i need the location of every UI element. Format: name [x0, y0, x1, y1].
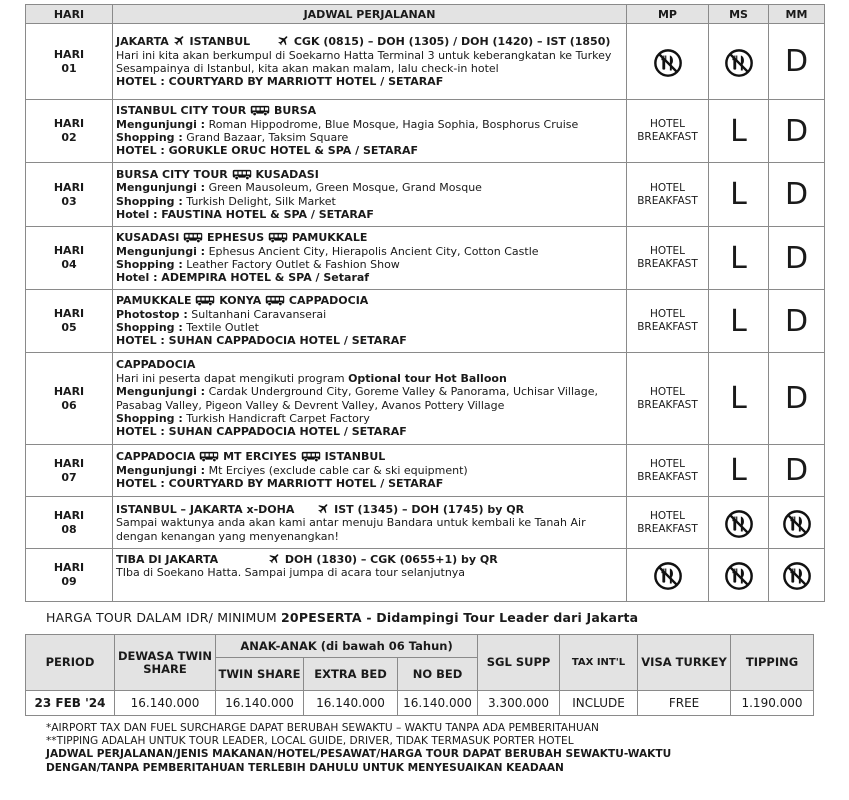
day-row: [26, 549, 825, 602]
mm-cell: D: [769, 227, 825, 290]
price-row: [26, 691, 814, 716]
bus-icon: [265, 295, 285, 306]
ms-cell: L: [709, 445, 769, 497]
day-schedule: JAKARTA ISTANBUL CGK (0815) – DOH (1305) / DOH (1420) – IST (1850) Hari ini kita akan berkumpul di Soekarno Hatta Terminal 3 untuk keberangkatan ke Turkey Sesampainya di Istanbul, kita akan makan malam, lalu check-in hotel HOTEL : COURTYARD BY MARRIOTT HOTEL / SETARAF: [113, 24, 627, 100]
price-title: HARGA TOUR DALAM IDR/ MINIMUM 20PESERTA - Didampingi Tour Leader dari Jakarta: [46, 610, 639, 625]
bus-icon: [195, 295, 215, 306]
ms-cell: L: [709, 353, 769, 445]
bus-icon: [268, 232, 288, 243]
ms-cell: L: [709, 227, 769, 290]
tipping-header: TIPPING: [731, 635, 814, 691]
no-meal-icon: [653, 48, 683, 78]
day-schedule: KUSADASI EPHESUS PAMUKKALE Mengunjungi : Ephesus Ancient City, Hierapolis Ancient City, Cotton Castle Shopping : Leather Factory Outlet & Fashion Show Hotel : ADEMPIRA HOTEL & SPA / Setaraf: [113, 227, 627, 290]
day-schedule: TIBA DI JAKARTA DOH (1830) – CGK (0655+1) by QR TIba di Soekano Hatta. Sampai jumpa di acara tour selanjutnya: [113, 549, 627, 602]
mp-cell: HOTEL BREAKFAST: [627, 227, 709, 290]
note-airport-tax: *AIRPORT TAX DAN FUEL SURCHARGE DAPAT BERUBAH SEWAKTU – WAKTU TANPA ADA PEMBERITAHUAN: [46, 722, 599, 734]
mm-cell: D: [769, 353, 825, 445]
day-label: HARI 04: [26, 227, 113, 290]
plane-icon: [277, 34, 290, 47]
day-row: [26, 445, 825, 497]
header-mp: MP: [627, 5, 709, 24]
day-row: [26, 353, 825, 445]
bus-icon: [199, 451, 219, 462]
extra-header: EXTRA BED: [304, 658, 398, 691]
no-meal-icon: [724, 509, 754, 539]
day-label: HARI 06: [26, 353, 113, 445]
note-tipping: **TIPPING ADALAH UNTUK TOUR LEADER, LOCAL GUIDE, DRIVER, TIDAK TERMASUK PORTER HOTEL: [46, 735, 574, 748]
day-row: [26, 290, 825, 353]
day-schedule: PAMUKKALE KONYA CAPPADOCIA Photostop : Sultanhani Caravanserai Shopping : Textile Outlet HOTEL : SUHAN CAPPADOCIA HOTEL / SETARAF: [113, 290, 627, 353]
day-label: HARI 09: [26, 549, 113, 602]
price-extra: 16.140.000: [304, 691, 398, 716]
no-meal-icon: [724, 561, 754, 591]
day-row: [26, 100, 825, 163]
mm-cell: D: [769, 24, 825, 100]
price-twin: 16.140.000: [216, 691, 304, 716]
no-meal-icon: [653, 561, 683, 591]
no-meal-icon: [724, 48, 754, 78]
ms-cell: [709, 24, 769, 100]
tax-header: TAX INT'L: [560, 635, 638, 691]
day-schedule: ISTANBUL – JAKARTA x-DOHA IST (1345) – DOH (1745) by QR Sampai waktunya anda akan kami antar menuju Bandara untuk kembali ke Tanah Air dengan kenangan yang menyenangkan!: [113, 497, 627, 549]
note-change-1: JADWAL PERJALANAN/JENIS MAKANAN/HOTEL/PESAWAT/HARGA TOUR DAPAT BERUBAH SEWAKTU-WAKTU: [46, 748, 672, 761]
day-row: [26, 163, 825, 227]
ms-cell: L: [709, 290, 769, 353]
mm-cell: D: [769, 445, 825, 497]
ms-cell: [709, 497, 769, 549]
price-tipping: 1.190.000: [731, 691, 814, 716]
day-schedule: CAPPADOCIA Hari ini peserta dapat mengikuti program Optional tour Hot Balloon Mengunjungi : Cardak Underground City, Goreme Valley & Panorama, Uchisar Village, Pasabag Valley, Pigeon Valley & Devrent Valley, Avanos Pottery Village Shopping : Turkish Handicraft Carpet Factory HOTEL : SUHAN CAPPADOCIA HOTEL / SETARAF: [113, 353, 627, 445]
plane-icon: [173, 34, 186, 47]
price-dewasa: 16.140.000: [115, 691, 216, 716]
mm-cell: D: [769, 163, 825, 227]
day-label: HARI 03: [26, 163, 113, 227]
bus-icon: [250, 105, 270, 116]
mp-cell: [627, 24, 709, 100]
ms-cell: L: [709, 100, 769, 163]
day-label: HARI 05: [26, 290, 113, 353]
mm-cell: [769, 497, 825, 549]
mp-cell: [627, 549, 709, 602]
plane-icon: [268, 552, 281, 565]
note-change-2: DENGAN/TANPA PEMBERITAHUAN TERLEBIH DAHULU UNTUK MENYESUAIKAN KEADAAN: [46, 761, 564, 774]
mp-cell: HOTEL BREAKFAST: [627, 353, 709, 445]
day-row: [26, 497, 825, 549]
day-row: [26, 24, 825, 100]
ms-cell: L: [709, 163, 769, 227]
header-hari: HARI: [26, 5, 113, 24]
day-label: HARI 02: [26, 100, 113, 163]
price-table: [25, 634, 814, 716]
ms-cell: [709, 549, 769, 602]
header-mm: MM: [769, 5, 825, 24]
nobed-header: NO BED: [398, 658, 478, 691]
mp-cell: HOTEL BREAKFAST: [627, 290, 709, 353]
day-label: HARI 01: [26, 24, 113, 100]
price-header-row: [26, 635, 814, 658]
mp-cell: HOTEL BREAKFAST: [627, 100, 709, 163]
sgl-header: SGL SUPP: [478, 635, 560, 691]
price-nobed: 16.140.000: [398, 691, 478, 716]
bus-icon: [301, 451, 321, 462]
no-meal-icon: [782, 509, 812, 539]
day-label: HARI 07: [26, 445, 113, 497]
day-schedule: ISTANBUL CITY TOUR BURSA Mengunjungi : Roman Hippodrome, Blue Mosque, Hagia Sophia, Bosphorus Cruise Shopping : Grand Bazaar, Taksim Square HOTEL : GORUKLE ORUC HOTEL & SPA / SETARAF: [113, 100, 627, 163]
itinerary-header-row: [26, 5, 825, 24]
mm-cell: [769, 549, 825, 602]
visa-header: VISA TURKEY: [638, 635, 731, 691]
itinerary-table: [25, 4, 825, 602]
price-sgl: 3.300.000: [478, 691, 560, 716]
price-tax: INCLUDE: [560, 691, 638, 716]
price-period: 23 FEB '24: [26, 691, 115, 716]
period-header: PERIOD: [26, 635, 115, 691]
mp-cell: HOTEL BREAKFAST: [627, 163, 709, 227]
header-jadwal: JADWAL PERJALANAN: [113, 5, 627, 24]
mm-cell: D: [769, 290, 825, 353]
bus-icon: [232, 169, 252, 180]
day-schedule: BURSA CITY TOUR KUSADASI Mengunjungi : Green Mausoleum, Green Mosque, Grand Mosque Shopping : Turkish Delight, Silk Market Hotel : FAUSTINA HOTEL & SPA / SETARAF: [113, 163, 627, 227]
no-meal-icon: [782, 561, 812, 591]
header-ms: MS: [709, 5, 769, 24]
mm-cell: D: [769, 100, 825, 163]
mp-cell: HOTEL BREAKFAST: [627, 497, 709, 549]
day-row: [26, 227, 825, 290]
anak-header: ANAK-ANAK (di bawah 06 Tahun): [216, 635, 478, 658]
plane-icon: [317, 502, 330, 515]
bus-icon: [183, 232, 203, 243]
twin-header: TWIN SHARE: [216, 658, 304, 691]
price-visa: FREE: [638, 691, 731, 716]
dewasa-header: DEWASA TWIN SHARE: [115, 635, 216, 691]
day-label: HARI 08: [26, 497, 113, 549]
mp-cell: HOTEL BREAKFAST: [627, 445, 709, 497]
day-schedule: CAPPADOCIA MT ERCIYES ISTANBUL Mengunjungi : Mt Erciyes (exclude cable car & ski equipment) HOTEL : COURTYARD BY MARRIOTT HOTEL / SETARAF: [113, 445, 627, 497]
notes: [46, 722, 671, 775]
